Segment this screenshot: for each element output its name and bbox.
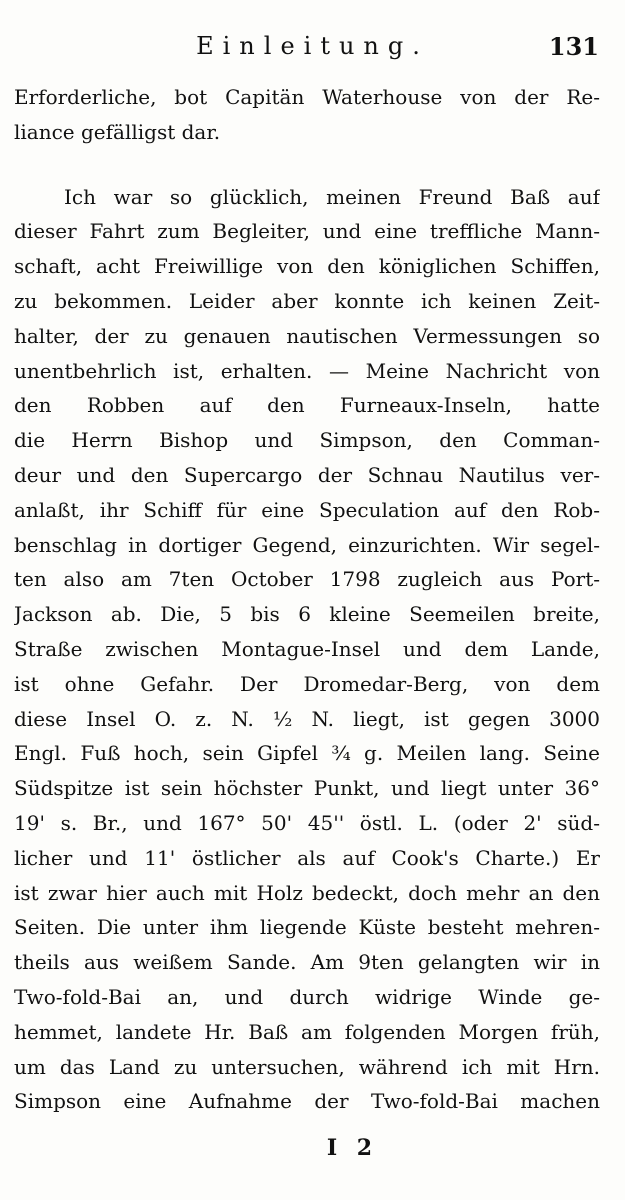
text-line: die Herrn Bishop und Simpson, den Comman-: [14, 428, 600, 453]
text-line: ten also am 7ten October 1798 zugleich aus Port-: [14, 567, 600, 592]
text-line: unentbehrlich ist, erhalten. — Meine Nachricht von: [14, 358, 600, 383]
text-line: 19' s. Br., und 167° 50' 45'' östl. L. (oder 2' süd-: [14, 810, 600, 835]
text-line: licher und 11' östlicher als auf Cook's Charte.) Er: [14, 845, 600, 870]
text-line: Straße zwischen Montague-Insel und dem Lande,: [14, 636, 600, 661]
text-line: liance gefälligst dar.: [14, 119, 221, 144]
text-line: deur und den Supercargo der Schnau Nautilus ver-: [14, 462, 600, 487]
text-line: zu bekommen. Leider aber konnte ich keinen Zeit-: [14, 288, 600, 313]
text-line: Engl. Fuß hoch, sein Gipfel ¾ g. Meilen lang. Seine: [14, 741, 600, 766]
text-line: Seiten. Die unter ihm liegende Küste besteht mehren-: [14, 915, 600, 940]
text-line: ist ohne Gefahr. Der Dromedar-Berg, von dem: [14, 671, 600, 696]
signature-mark: I 2: [326, 1135, 379, 1161]
running-head: [0, 28, 625, 68]
text-line: Jackson ab. Die, 5 bis 6 kleine Seemeilen breite,: [14, 602, 600, 627]
text-line: Two-fold-Bai an, und durch widrige Winde ge-: [14, 984, 600, 1009]
text-line: den Robben auf den Furneaux-Inseln, hatte: [14, 393, 600, 418]
text-line: Simpson eine Aufnahme der Two-fold-Bai machen: [14, 1089, 600, 1114]
text-line: benschlag in dortiger Gegend, einzurichten. Wir segel-: [14, 532, 600, 557]
text-line: schaft, acht Freiwillige von den königlichen Schiffen,: [14, 254, 600, 279]
text-line: diese Insel O. z. N. ½ N. liegt, ist gegen 3000: [14, 706, 600, 731]
running-title: Einleitung.: [196, 32, 429, 60]
text-line: ist zwar hier auch mit Holz bedeckt, doch mehr an den: [14, 880, 600, 905]
text-line: Ich war so glücklich, meinen Freund Baß auf: [64, 184, 600, 209]
text-line: halter, der zu genauen nautischen Vermessungen so: [14, 323, 600, 348]
text-line: um das Land zu untersuchen, während ich mit Hrn.: [14, 1054, 600, 1079]
text-line: hemmet, landete Hr. Baß am folgenden Morgen früh,: [14, 1019, 600, 1044]
text-line: theils aus weißem Sande. Am 9ten gelangten wir in: [14, 950, 600, 975]
text-line: Erforderliche, bot Capitän Waterhouse von der Re-: [14, 85, 600, 109]
text-line: dieser Fahrt zum Begleiter, und eine treffliche Mann-: [14, 219, 600, 244]
page-number: 131: [548, 32, 599, 61]
body-text: [14, 80, 600, 1119]
text-line: anlaßt, ihr Schiff für eine Speculation auf den Rob-: [14, 497, 600, 522]
paragraph-gap: [14, 150, 600, 180]
text-line: Südspitze ist sein höchster Punkt, und liegt unter 36°: [14, 776, 600, 801]
